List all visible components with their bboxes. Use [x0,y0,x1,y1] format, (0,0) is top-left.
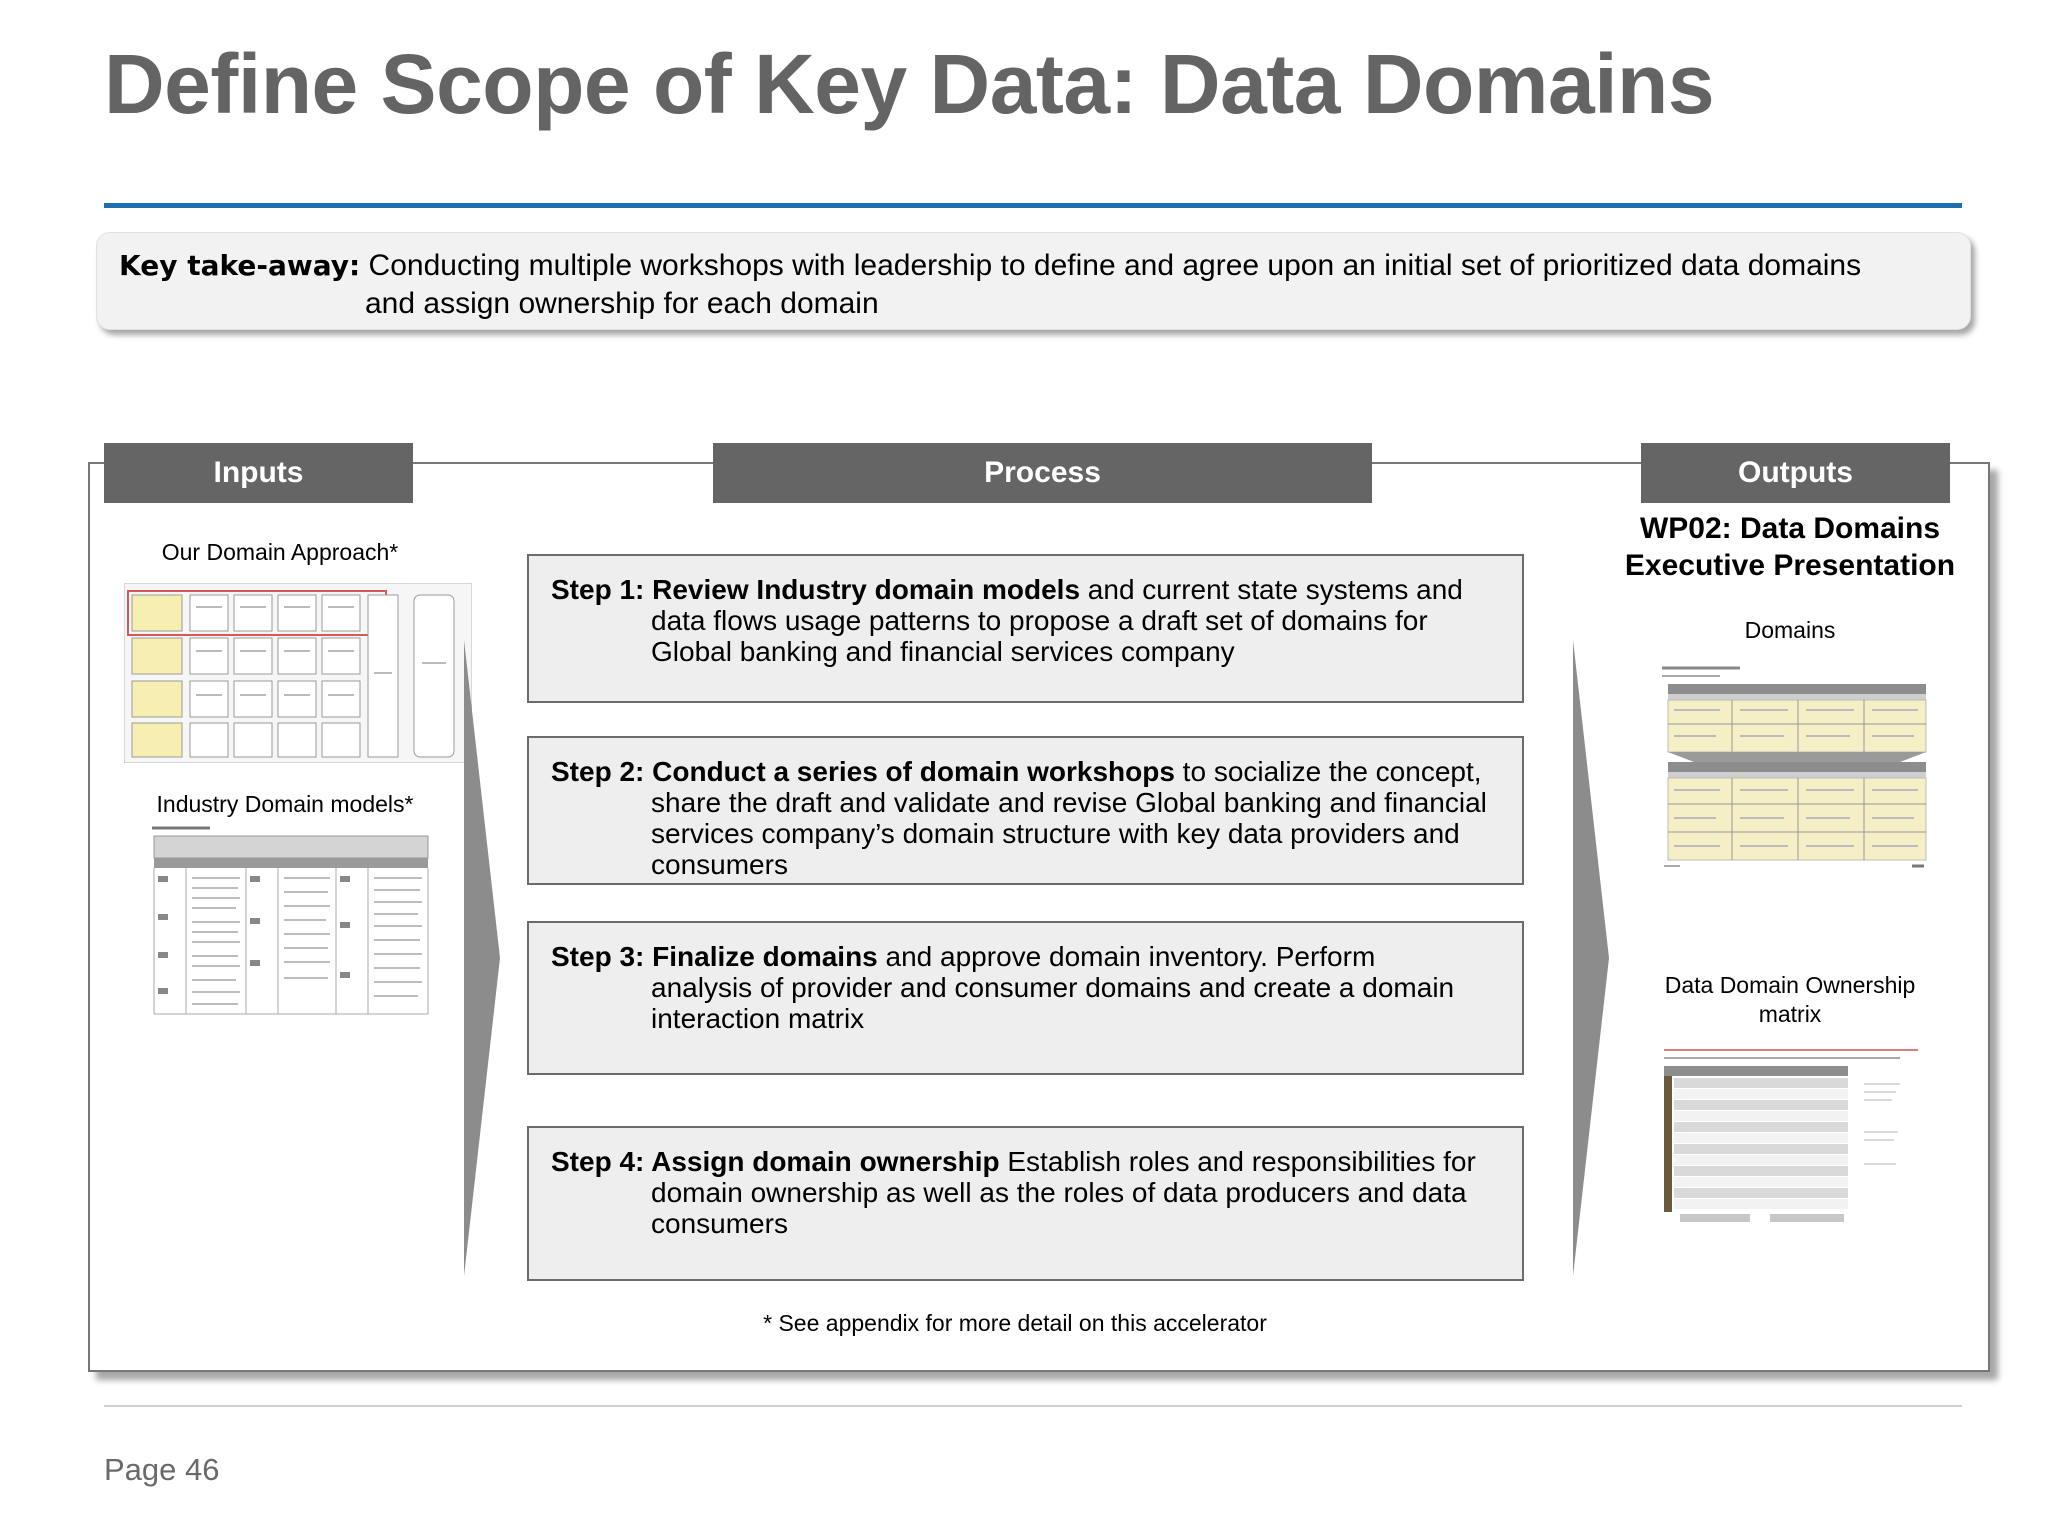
step-4-title: Assign domain ownership [651,1146,1000,1177]
step-3-text-2: analysis of provider and consumer domains and create a domain [651,972,1455,1003]
outputs-title-line-1: WP02: Data Domains [1639,512,1941,545]
page-number: Page 46 [104,1452,220,1487]
domain-approach-caption: Our Domain Approach* [161,539,399,565]
outputs-arrow-icon [1573,640,1613,1276]
domains-thumbnail [1660,662,1930,872]
takeaway-text-1: Conducting multiple workshops with leadership to define and agree upon an initial set of prioritized data domains [360,249,1862,282]
step-4-box [527,1126,1524,1281]
outputs-title [1610,510,1970,584]
step-2-title: Conduct a series of domain workshops [652,756,1175,787]
process-header: Process [713,443,1372,503]
industry-models-thumbnail [150,822,432,1018]
step-2-text-2: share the draft and validate and revise Global banking and financial [651,787,1487,818]
takeaway-label: Key take-away: [119,249,361,282]
step-4-text: Establish roles and responsibilities for [999,1146,1476,1177]
step-2-text: to socialize the concept, [1174,756,1482,787]
key-takeaway-box [96,232,1971,330]
step-3-title: Finalize domains [652,941,878,972]
step-4-text-2: domain ownership as well as the roles of data producers and data [651,1177,1467,1208]
domain-approach-thumbnail [124,583,472,763]
step-1-title: Review Industry domain models [652,574,1081,605]
step-3-text-3: interaction matrix [651,1003,865,1034]
step-1-text: and current state systems and [1080,574,1463,605]
page-title: Define Scope of Key Data: Data Domains [104,37,1715,131]
step-3-text: and approve domain inventory. Perform [877,941,1376,972]
step-2-text-3: services company’s domain structure with key data providers and [651,818,1460,849]
industry-models-caption: Industry Domain models* [156,791,414,817]
footnote: * See appendix for more detail on this accelerator [763,1310,1267,1336]
step-3-label: Step 3: [551,941,653,972]
step-2-box [527,736,1524,885]
step-4-text-3: consumers [651,1208,788,1239]
step-4-label: Step 4: [551,1146,652,1177]
step-2-label: Step 2: [551,756,653,787]
domains-caption: Domains [1744,617,1836,643]
step-1-box [527,554,1524,703]
outputs-title-line-2: Executive Presentation [1624,549,1956,582]
ownership-caption [1640,971,1940,1029]
step-1-text-3: Global banking and financial services company [651,636,1235,667]
inputs-header: Inputs [104,443,413,503]
step-1-text-2: data flows usage patterns to propose a draft set of domains for [651,605,1428,636]
ownership-matrix-thumbnail [1660,1044,1930,1226]
takeaway-text-2: and assign ownership for each domain [365,287,879,320]
ownership-caption-line-2: matrix [1758,1001,1822,1027]
ownership-caption-line-1: Data Domain Ownership [1664,972,1916,998]
step-2-text-4: consumers [651,849,788,880]
title-divider [104,203,1962,208]
step-3-box [527,921,1524,1075]
outputs-header: Outputs [1641,443,1950,503]
footer-divider [104,1405,1962,1407]
inputs-arrow-icon [464,640,504,1276]
step-1-label: Step 1: [551,574,653,605]
takeaway-line-1 [119,247,1948,285]
